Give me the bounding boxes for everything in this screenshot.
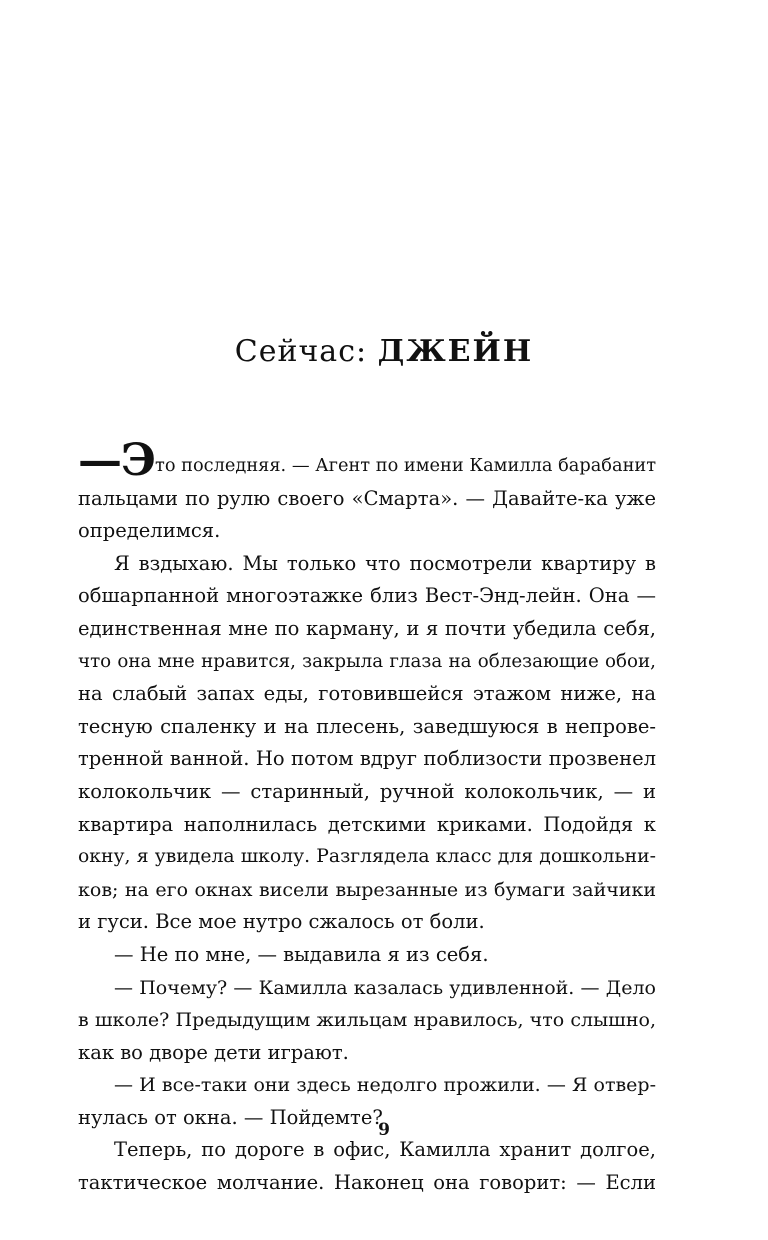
text-line: и гуси. Все мое нутро сжалось от боли. [78, 910, 485, 934]
page-number: 9 [378, 1120, 390, 1140]
text-line: как во дворе дети играют. [78, 1040, 349, 1064]
chapter-title [0, 334, 768, 369]
dropcap: —Э [78, 435, 155, 486]
chapter-title-name: ДЖЕЙН [377, 334, 534, 369]
body-text [78, 435, 657, 1200]
text-line: тактическое молчание. Наконец она говорит: — Если [78, 1171, 656, 1195]
text-line: нулась от окна. — Пойдемте? [78, 1105, 383, 1129]
text-line: единственная мне по карману, и я почти убедила себя, [78, 616, 656, 640]
text-line: ков; на его окнах висели вырезанные из бумаги зайчики [78, 878, 656, 901]
text-line: тесную спаленку и на плесень, заведшуюся в непрове- [78, 714, 656, 738]
text-line: пальцами по рулю своего «Смарта». — Давайте-ка уже [78, 486, 656, 510]
text-line: — Почему? — Камилла казалась удивленной. — Дело [114, 976, 656, 999]
text-line: обшарпанной многоэтажке близ Вест-Энд-лейн. Она — [78, 584, 656, 608]
text-line: тренной ванной. Но потом вдруг поблизости прозвенел [78, 747, 656, 771]
text-line: — Не по мне, — выдавила я из себя. [114, 942, 489, 966]
text-line: Теперь, по дороге в офис, Камилла хранит долгое, [114, 1138, 656, 1162]
text-line-1 [78, 435, 657, 486]
text-line: окну, я увидела школу. Разглядела класс для дошкольни- [78, 846, 656, 868]
text-line: квартира наполнилась детскими криками. Подойдя к [78, 812, 656, 836]
text-line: что она мне нравится, закрыла глаза на облезающие обои, [78, 650, 656, 672]
chapter-title-prefix: Сейчас: [234, 334, 378, 369]
text-line: в школе? Предыдущим жильцам нравилось, что слышно, [78, 1009, 656, 1032]
text-line: Я вздыхаю. Мы только что посмотрели квартиру в [114, 551, 656, 575]
text-line: колокольчик — старинный, ручной колокольчик, — и [78, 779, 656, 803]
text-line: определимся. [78, 519, 221, 543]
text-line: на слабый запах еды, готовившейся этажом ниже, на [78, 682, 656, 706]
text-line: — И все-таки они здесь недолго прожили. — Я отвер- [114, 1074, 656, 1097]
first-line-text: то последняя. — Агент по имени Камилла барабанит [155, 456, 657, 476]
